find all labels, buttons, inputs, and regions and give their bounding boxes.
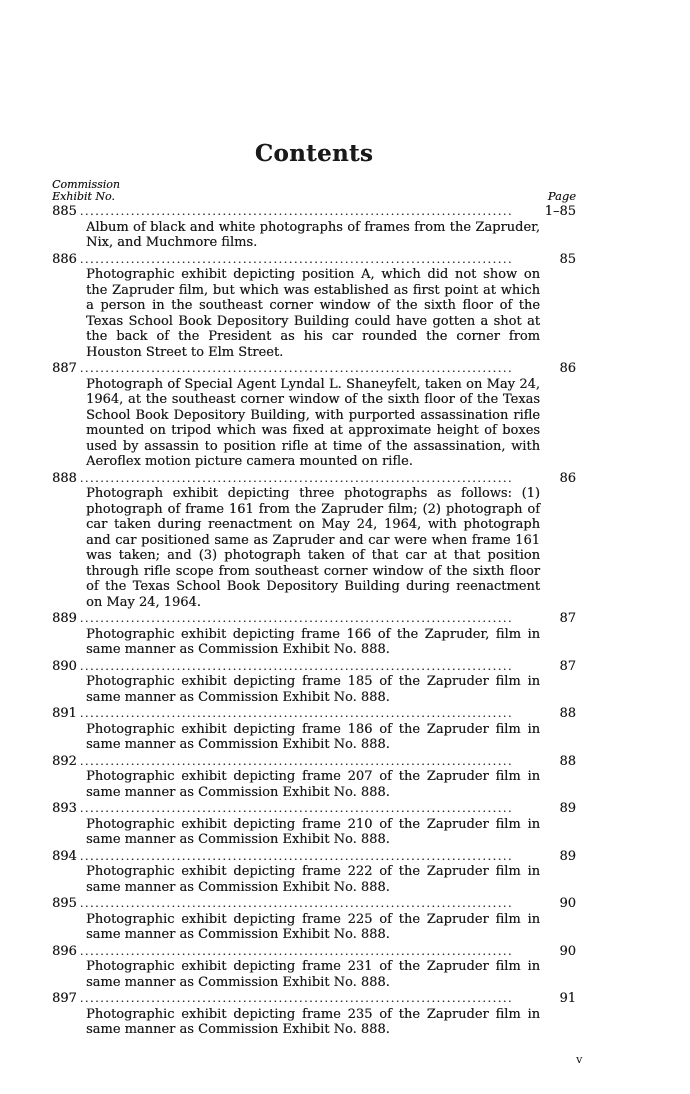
page-footer	[52, 1053, 582, 1065]
toc-entry-leader-row	[52, 471, 576, 487]
toc-entry	[52, 991, 576, 1038]
toc-entry-leader-row	[52, 361, 576, 377]
page-title: Contents	[254, 140, 374, 167]
page-number: 1–85	[544, 204, 576, 219]
page-number: 88	[559, 706, 576, 721]
folio-page-number: v	[576, 1051, 582, 1066]
exhibit-description: Photographic exhibit depicting frame 235 of the Zapruder film in same manner as Commission Exhibit No. 888.	[86, 1006, 540, 1037]
toc-entry-leader-row	[52, 896, 576, 912]
dot-leader	[80, 361, 514, 377]
toc-entry	[52, 204, 576, 251]
exhibit-number: 890	[52, 658, 77, 674]
toc-entry	[52, 611, 576, 658]
column-header-exhibit-no: Exhibit No.	[52, 189, 115, 203]
dot-leader	[80, 991, 514, 1007]
page-number: 90	[559, 943, 576, 959]
exhibit-description: Photograph of Special Agent Lyndal L. Shaneyfelt, taken on May 24, 1964, at the southeast corner window of the sixth floor of the Texas School Book Depository Building, with purported assassination rifle mounted on tripod which was fixed at approximate height of boxes used by assassin to position rifle at time of the assassination, with Aeroflex motion picture camera mounted on rifle.	[86, 376, 540, 469]
exhibit-number: 896	[52, 943, 77, 959]
toc-entry-leader-row	[52, 754, 576, 770]
toc-entry-list	[52, 204, 576, 1038]
exhibit-description: Photographic exhibit depicting frame 185 of the Zapruder film in same manner as Commission Exhibit No. 888.	[86, 674, 540, 705]
page-number: 87	[559, 658, 576, 674]
dot-leader	[80, 204, 514, 220]
exhibit-number: 885	[52, 204, 77, 219]
exhibit-description: Photographic exhibit depicting frame 231 of the Zapruder film in same manner as Commission Exhibit No. 888.	[86, 959, 540, 990]
dot-leader	[80, 706, 514, 722]
exhibit-no-column-header	[52, 179, 120, 202]
page-number: 89	[559, 801, 576, 816]
exhibit-number: 895	[52, 896, 77, 911]
exhibit-description: Photographic exhibit depicting frame 222 of the Zapruder film in same manner as Commission Exhibit No. 888.	[86, 864, 540, 895]
toc-entry	[52, 944, 576, 991]
dot-leader	[80, 471, 514, 487]
page-number: 87	[559, 611, 576, 626]
exhibit-number: 889	[52, 611, 77, 626]
toc-entry	[52, 706, 576, 753]
toc-entry	[52, 659, 576, 706]
exhibit-number: 891	[52, 706, 77, 721]
toc-entry	[52, 754, 576, 801]
exhibit-description: Photographic exhibit depicting frame 207 of the Zapruder film in same manner as Commission Exhibit No. 888.	[86, 769, 540, 800]
column-headers	[52, 179, 576, 202]
dot-leader	[80, 944, 514, 960]
page-number: 89	[559, 848, 576, 864]
toc-entry-leader-row	[52, 611, 576, 627]
dot-leader	[80, 754, 514, 770]
toc-entry-leader-row	[52, 849, 576, 865]
toc-entry-leader-row	[52, 659, 576, 675]
toc-entry-leader-row	[52, 944, 576, 960]
toc-entry	[52, 896, 576, 943]
dot-leader	[80, 659, 514, 675]
toc-entry	[52, 849, 576, 896]
toc-entry	[52, 471, 576, 611]
dot-leader	[80, 611, 514, 627]
toc-entry-leader-row	[52, 991, 576, 1007]
page-number: 85	[559, 251, 576, 267]
exhibit-number: 892	[52, 753, 77, 769]
exhibit-description: Photographic exhibit depicting frame 186 of the Zapruder film in same manner as Commission Exhibit No. 888.	[86, 721, 540, 752]
dot-leader	[80, 849, 514, 865]
exhibit-description: Album of black and white photographs of frames from the Zapruder, Nix, and Muchmore films.	[86, 219, 540, 250]
toc-entry	[52, 801, 576, 848]
exhibit-description: Photographic exhibit depicting frame 166 of the Zapruder, film in same manner as Commission Exhibit No. 888.	[86, 626, 540, 657]
exhibit-number: 888	[52, 470, 77, 486]
exhibit-description: Photograph exhibit depicting three photographs as follows: (1) photograph of frame 161 from the Zapruder film; (2) photograph of car taken during reenactment on May 24, 1964, with photograph and car positioned same as Zapruder and car were when frame 161 was taken; and (3) photograph taken of that car at that position through rifle scope from southeast corner window of the sixth floor of the Texas School Book Depository Building during reenactment on May 24, 1964.	[86, 486, 540, 610]
page-number: 88	[559, 753, 576, 769]
exhibit-number: 897	[52, 991, 77, 1006]
toc-entry-leader-row	[52, 204, 576, 220]
dot-leader	[80, 896, 514, 912]
exhibit-number: 893	[52, 801, 77, 816]
exhibit-description: Photographic exhibit depicting position A, which did not show on the Zapruder film, but which was established as first point at which a person in the southeast corner window of the sixth floor of the Texas School Book Depository Building could have gotten a shot at the back of the President as his car rounded the corner from Houston Street to Elm Street.	[86, 267, 540, 360]
page-number: 86	[559, 470, 576, 486]
toc-entry-leader-row	[52, 706, 576, 722]
exhibit-number: 886	[52, 251, 77, 267]
exhibit-description: Photographic exhibit depicting frame 210 of the Zapruder film in same manner as Commission Exhibit No. 888.	[86, 816, 540, 847]
page-column-header: Page	[547, 189, 576, 203]
page-number: 91	[559, 991, 576, 1006]
exhibit-number: 894	[52, 848, 77, 864]
dot-leader	[80, 801, 514, 817]
toc-entry-leader-row	[52, 801, 576, 817]
toc-entry	[52, 252, 576, 361]
exhibit-number: 887	[52, 361, 77, 376]
page-number: 90	[559, 896, 576, 911]
toc-entry	[52, 361, 576, 470]
exhibit-description: Photographic exhibit depicting frame 225 of the Zapruder film in same manner as Commission Exhibit No. 888.	[86, 911, 540, 942]
page-number: 86	[559, 361, 576, 376]
toc-entry-leader-row	[52, 252, 576, 268]
dot-leader	[80, 252, 514, 268]
column-header-commission: Commission	[52, 178, 120, 191]
